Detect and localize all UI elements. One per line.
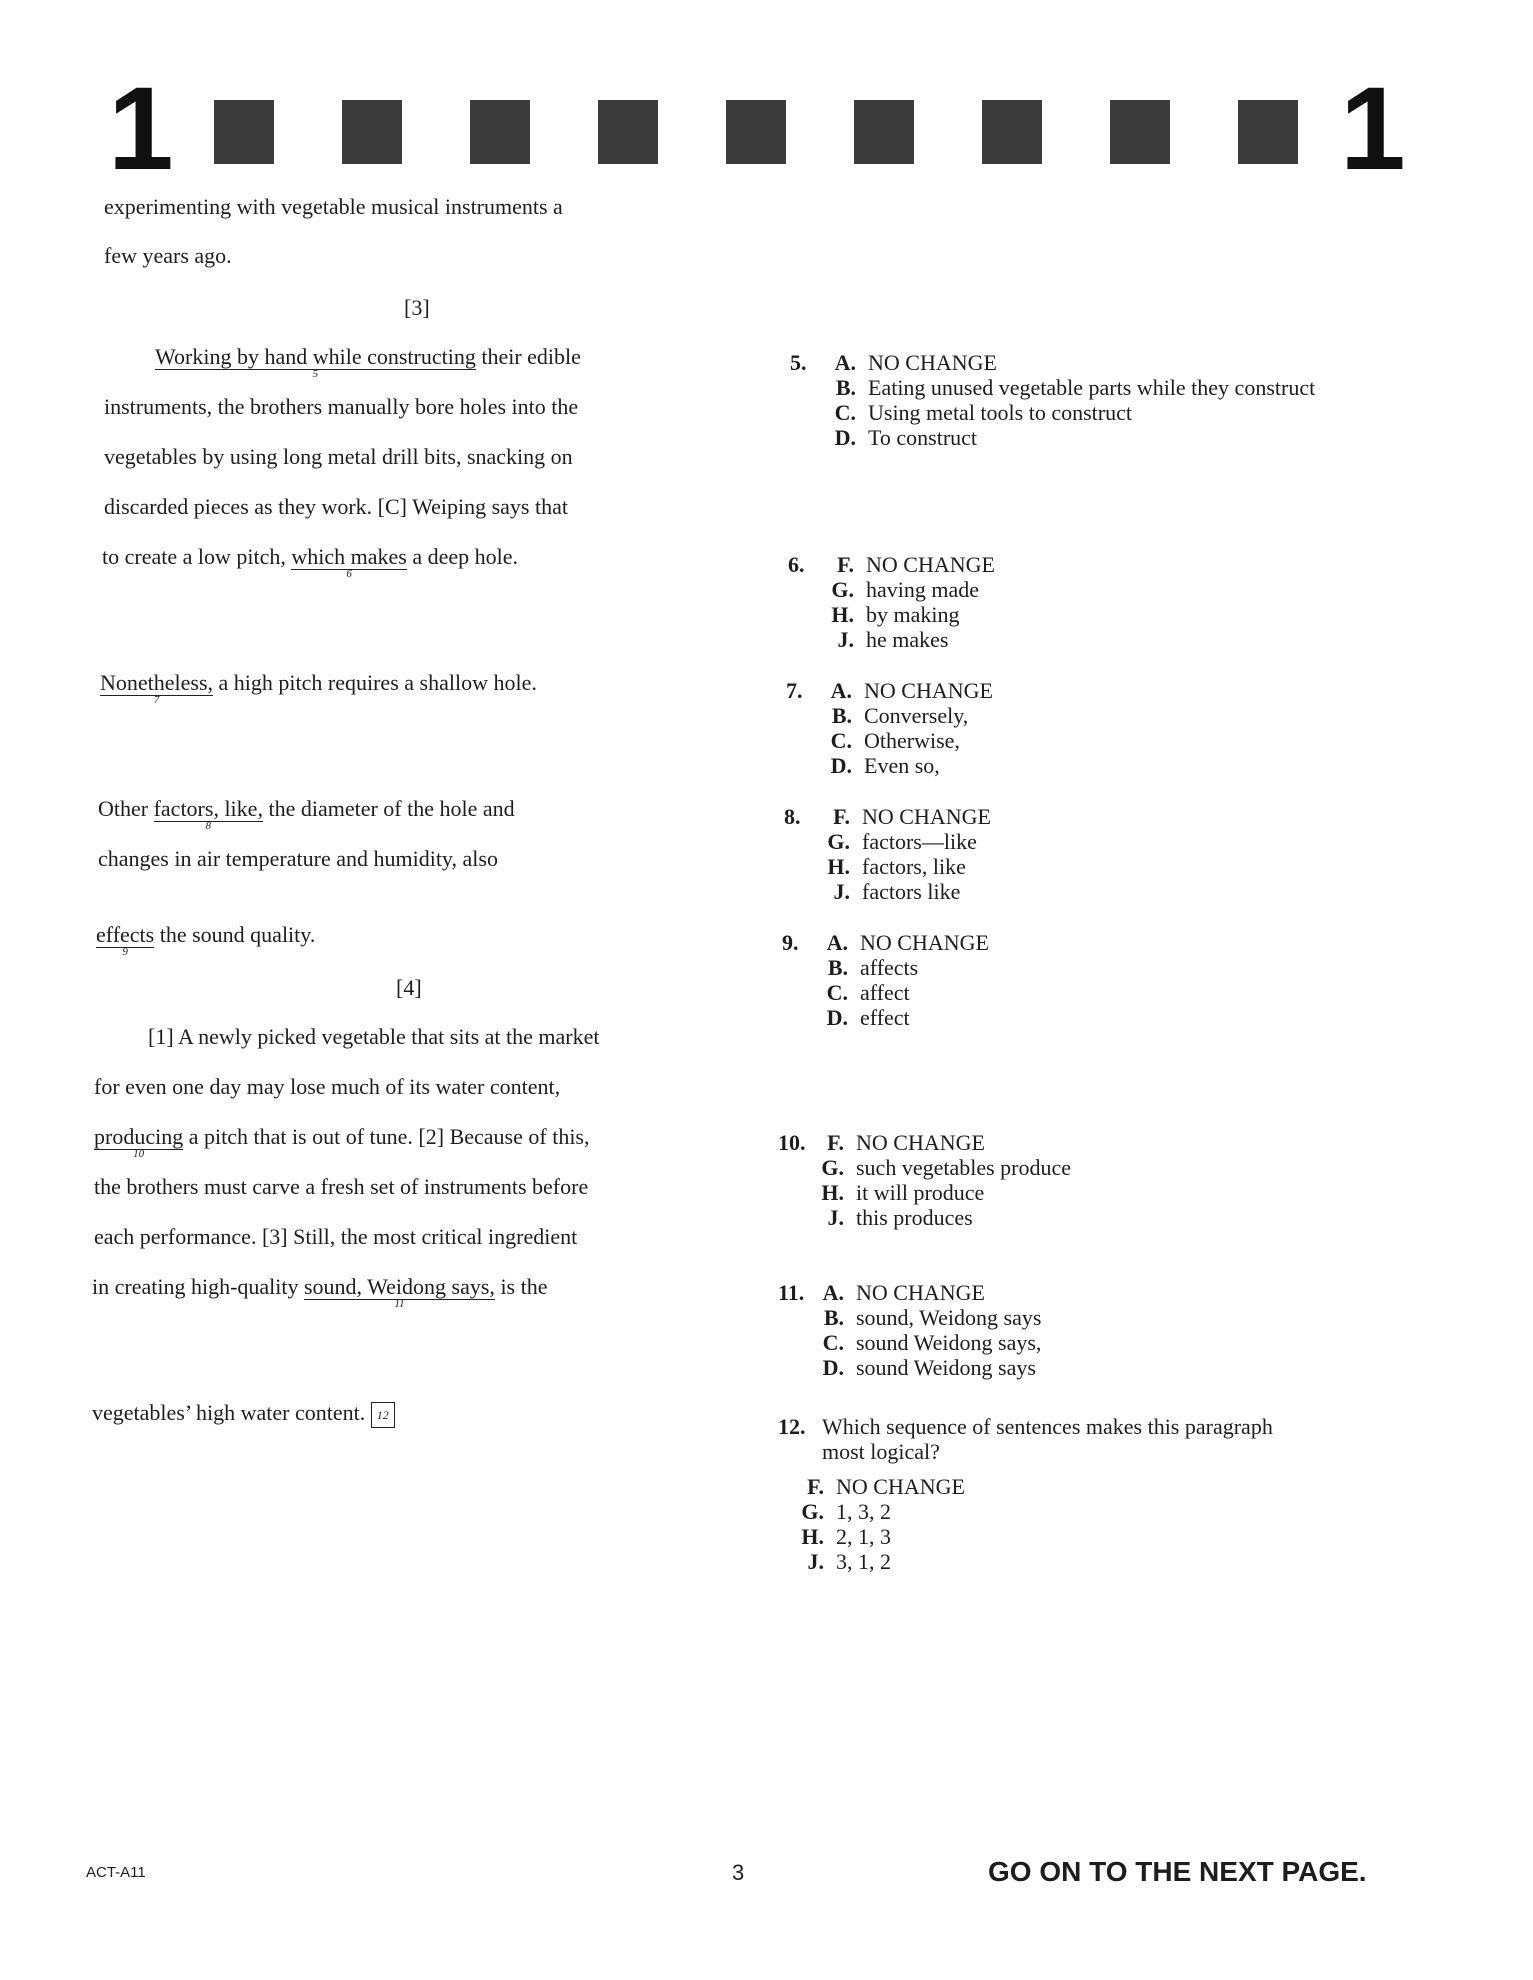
answer-option[interactable]: F. NO CHANGE — [827, 1130, 985, 1155]
underlined-portion-9[interactable]: effects 9 — [96, 922, 155, 958]
answer-option[interactable]: F. NO CHANGE — [837, 552, 995, 577]
question-number: 9 — [122, 946, 128, 958]
header-square — [854, 100, 914, 164]
answer-option[interactable]: H. by making — [831, 602, 960, 627]
question-number: 5. — [790, 350, 807, 375]
question-number: 10 — [133, 1148, 145, 1160]
answer-option[interactable]: D. sound Weidong says — [822, 1355, 1036, 1380]
answer-option[interactable]: C. sound Weidong says, — [822, 1330, 1042, 1355]
next-page-instruction: GO ON TO THE NEXT PAGE. — [988, 1856, 1367, 1887]
passage-line: vegetables’ high water content. 12 — [92, 1400, 395, 1428]
passage-line: experimenting with vegetable musical instruments a — [104, 194, 563, 219]
answer-option[interactable]: A. NO CHANGE — [822, 1280, 985, 1305]
answer-option[interactable]: G. having made — [831, 577, 980, 602]
passage-line: few years ago. — [104, 243, 232, 268]
passage-line: Other factors, like, 8 the diameter of the hole and — [98, 796, 515, 832]
passage-line: discarded pieces as they work. [C] Weiping says that — [104, 494, 568, 519]
answer-option[interactable]: H. factors, like — [827, 854, 966, 879]
answer-option[interactable]: F. NO CHANGE — [807, 1474, 965, 1499]
passage-line: to create a low pitch, which makes 6 a deep hole. — [102, 544, 519, 580]
question-stem: Which sequence of sentences makes this paragraph — [822, 1414, 1273, 1439]
answer-options — [822, 930, 989, 1030]
answer-option[interactable]: C. affect — [826, 980, 910, 1005]
passage-line: for even one day may lose much of its water content, — [94, 1074, 561, 1099]
answer-option[interactable]: D. Even so, — [830, 753, 940, 778]
answer-option[interactable]: B. Conversely, — [831, 703, 969, 728]
answer-option[interactable]: G. factors—like — [827, 829, 977, 854]
answer-option[interactable]: H. 2, 1, 3 — [801, 1524, 891, 1549]
answer-option[interactable]: J. 3, 1, 2 — [807, 1549, 891, 1574]
passage-line: in creating high-quality sound, Weidong says, 11 is the — [92, 1274, 548, 1310]
answer-option[interactable]: B. Eating unused vegetable parts while they construct — [835, 375, 1316, 400]
question-number: 8. — [784, 804, 801, 829]
passage-line: the brothers must carve a fresh set of instruments before — [94, 1174, 589, 1199]
paragraph-label: [3] — [404, 295, 430, 320]
answer-option[interactable]: A. NO CHANGE — [834, 350, 997, 375]
question-number: 8 — [205, 820, 212, 832]
answer-options — [824, 804, 991, 904]
answer-option[interactable]: C. Using metal tools to construct — [834, 400, 1132, 425]
answer-options — [818, 1130, 1071, 1230]
question-number: 5 — [312, 368, 319, 380]
underlined-portion-11[interactable]: sound, Weidong says, 11 — [304, 1274, 495, 1310]
question-number: 7 — [153, 694, 160, 706]
passage-line: Nonetheless, 7 a high pitch requires a shallow hole. — [100, 670, 537, 706]
answer-option[interactable]: J. he makes — [837, 627, 949, 652]
question-number: 12. — [778, 1414, 806, 1439]
question-number: 6 — [346, 568, 352, 580]
answer-option[interactable]: C. Otherwise, — [830, 728, 960, 753]
header-square — [726, 100, 786, 164]
section-number-left: 1 — [108, 63, 174, 195]
passage — [0, 0, 720, 1980]
question-number: 11. — [778, 1280, 805, 1305]
answer-option[interactable]: B. affects — [827, 955, 919, 980]
section-number-right: 1 — [1340, 63, 1406, 195]
question-number: 11 — [394, 1298, 405, 1310]
answer-option[interactable]: A. NO CHANGE — [830, 678, 993, 703]
question-number: 7. — [786, 678, 803, 703]
answer-option[interactable]: H. it will produce — [821, 1180, 985, 1205]
page-number: 3 — [732, 1860, 745, 1885]
answer-option[interactable]: D. To construct — [834, 425, 978, 450]
underlined-portion-10[interactable]: producing 10 — [94, 1124, 184, 1160]
passage-line: Working by hand while constructing 5 their edible — [155, 344, 581, 380]
answer-option[interactable]: B. sound, Weidong says — [823, 1305, 1042, 1330]
answer-option[interactable]: D. effect — [826, 1005, 910, 1030]
answer-option[interactable]: J. this produces — [827, 1205, 973, 1230]
form-code: ACT-A11 — [86, 1864, 146, 1881]
underlined-portion-6[interactable]: which makes 6 — [291, 544, 407, 580]
passage-line: vegetables by using long metal drill bits, snacking on — [104, 444, 573, 469]
header-square — [1110, 100, 1170, 164]
passage-line: effects 9 the sound quality. — [96, 922, 316, 958]
answer-option[interactable]: G. such vegetables produce — [821, 1155, 1072, 1180]
passage-line: producing 10 a pitch that is out of tune. [2] Because of this, — [94, 1124, 590, 1160]
answer-option[interactable]: J. factors like — [833, 879, 961, 904]
answer-option[interactable]: F. NO CHANGE — [833, 804, 991, 829]
passage-line: each performance. [3] Still, the most critical ingredient — [94, 1224, 578, 1249]
passage-line: [1] A newly picked vegetable that sits at the market — [148, 1024, 600, 1049]
answer-option[interactable]: A. NO CHANGE — [826, 930, 989, 955]
answer-options — [818, 1280, 1041, 1380]
passage-line: changes in air temperature and humidity, also — [98, 846, 498, 871]
underlined-portion-5[interactable]: Working by hand while constructing 5 — [155, 344, 476, 380]
answer-options — [830, 350, 1315, 450]
answer-option[interactable]: G. 1, 3, 2 — [801, 1499, 891, 1524]
question-number: 6. — [788, 552, 805, 577]
answer-options — [798, 1474, 965, 1574]
underlined-portion-7[interactable]: Nonetheless, 7 — [100, 670, 214, 706]
answer-options — [828, 552, 995, 652]
underlined-portion-8[interactable]: factors, like, 8 — [153, 796, 263, 832]
header-square — [1238, 100, 1298, 164]
paragraph-label: [4] — [396, 975, 422, 1000]
question-number: 10. — [778, 1130, 806, 1155]
passage-line: instruments, the brothers manually bore holes into the — [104, 394, 579, 419]
header-square — [982, 100, 1042, 164]
question-12-box[interactable]: 12 — [371, 1402, 395, 1428]
question-number: 9. — [782, 930, 799, 955]
answer-options — [826, 678, 993, 778]
question-stem: most logical? — [822, 1439, 940, 1464]
